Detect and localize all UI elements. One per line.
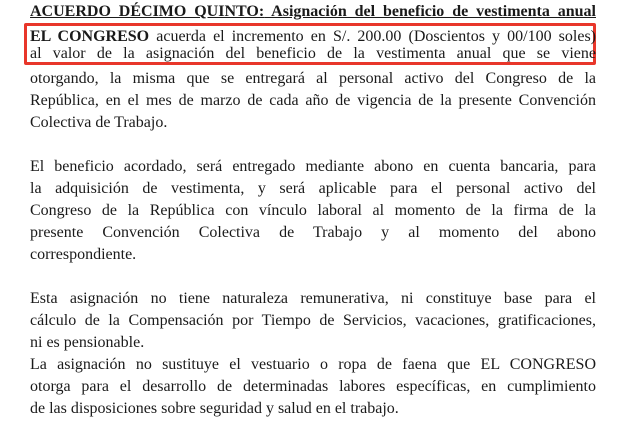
p3-line-2: cálculo de la Compensación por Tiempo de Servicios, vacaciones, gratificaciones,: [30, 312, 596, 329]
p1-line-1-rest: acuerda el incremento en S/. 200.00 (Doscientos y 00/100 soles): [149, 28, 597, 45]
p3-line-1: Esta asignación no tiene naturaleza remunerativa, ni constituye base para el: [30, 290, 596, 307]
section-title: ACUERDO DÉCIMO QUINTO:: [30, 3, 265, 20]
p1-line-4: República, en el mes de marzo de cada año de vigencia de la presente Convención: [30, 92, 596, 109]
p2-line-1: El beneficio acordado, será entregado mediante abono en cuenta bancaria, para: [30, 158, 596, 175]
heading-line: [30, 2, 596, 22]
p3-line-3: ni es pensionable.: [30, 334, 145, 351]
congreso-lead: EL CONGRESO: [30, 28, 150, 45]
p1-line-2: al valor de la asignación del beneficio de la vestimenta anual que se viene: [30, 45, 596, 62]
p4-line-2: otorga para el desarrollo de determinadas labores específicas, en cumplimiento: [30, 378, 596, 395]
p1-line-5: Colectiva de Trabajo.: [30, 114, 168, 131]
p2-line-3: Congreso de la República con vínculo laboral al momento de la firma de la: [30, 202, 596, 219]
p2-line-5: correspondiente.: [30, 246, 137, 263]
p2-line-2: la adquisición de vestimenta, y será aplicable para el personal activo del: [30, 180, 596, 197]
p4-line-1: La asignación no sustituye el vestuario o ropa de faena que EL CONGRESO: [30, 356, 596, 373]
p2-line-4: presente Convención Colectiva de Trabajo y al momento del abono: [30, 224, 596, 241]
section-title-rest: Asignación del beneficio de vestimenta anual: [264, 3, 596, 20]
p4-line-3: de las disposiciones sobre seguridad y salud en el trabajo.: [30, 400, 399, 417]
p1-line-3: otorgando, la misma que se entregará al personal activo del Congreso de la: [30, 70, 596, 87]
